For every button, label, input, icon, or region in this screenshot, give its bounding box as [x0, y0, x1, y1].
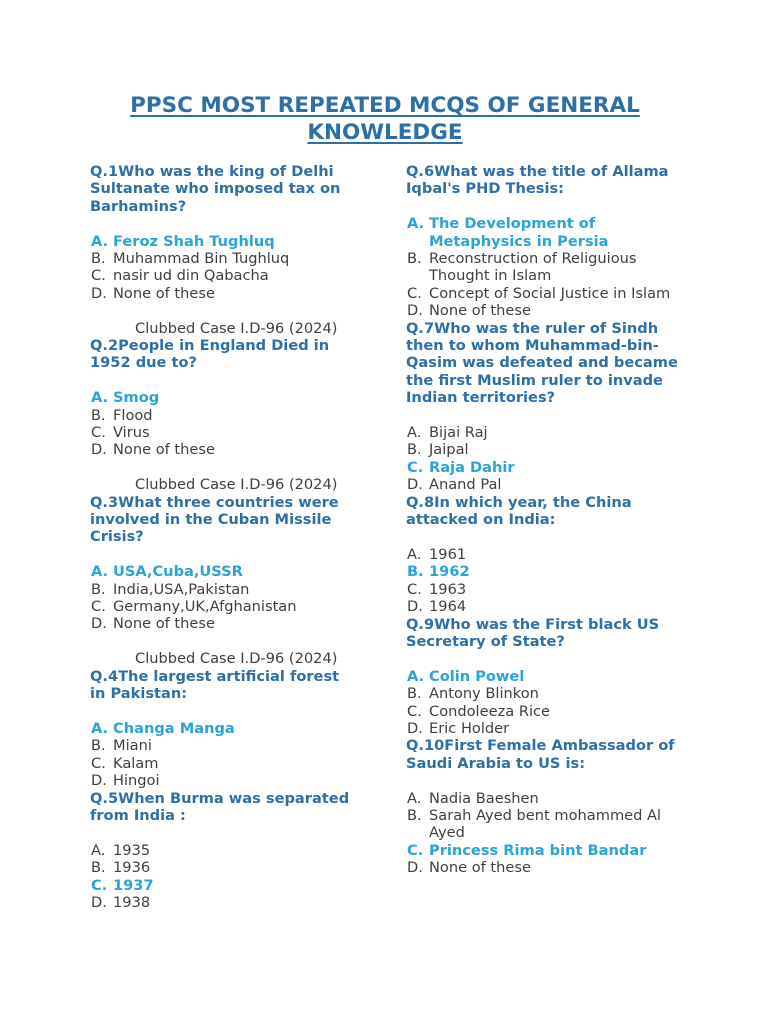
option-letter: C. — [407, 458, 424, 476]
option-item — [90, 615, 350, 632]
correct-option — [406, 668, 681, 685]
question-block — [406, 616, 681, 738]
option-letter: B. — [407, 806, 422, 824]
option-list — [406, 424, 681, 494]
correct-option — [90, 233, 350, 250]
option-text: Virus — [113, 424, 150, 442]
option-letter: C. — [407, 580, 422, 598]
option-letter: D. — [91, 615, 107, 633]
option-list — [90, 389, 350, 459]
option-text: Germany,UK,Afghanistan — [113, 598, 297, 616]
option-text: Smog — [113, 389, 160, 407]
option-letter: A. — [407, 789, 422, 807]
option-item — [90, 598, 350, 615]
option-item — [90, 859, 350, 876]
correct-option — [406, 563, 681, 580]
question-text: Q.7Who was the ruler of Sindh then to whom Muhammad-bin-Qasim was defeated and became the first Muslim ruler to invade Indian territories? — [406, 319, 678, 407]
option-text: None of these — [429, 859, 531, 877]
option-list — [90, 233, 350, 303]
option-text: Changa Manga — [113, 719, 235, 737]
option-text: 1961 — [429, 545, 467, 563]
option-text: 1962 — [429, 563, 470, 581]
option-letter: C. — [407, 841, 424, 859]
option-text: None of these — [429, 302, 531, 320]
option-text: The Development of Metaphysics in Persia — [429, 215, 609, 250]
right-column — [406, 163, 681, 877]
option-text: Nadia Baeshen — [429, 789, 539, 807]
option-letter: D. — [407, 598, 423, 616]
option-text: Feroz Shah Tughluq — [113, 232, 275, 250]
option-item — [406, 424, 681, 441]
option-text: Anand Pal — [429, 476, 502, 494]
question-block — [90, 337, 350, 494]
option-item — [406, 685, 681, 702]
option-item — [406, 546, 681, 563]
question-block — [406, 494, 681, 616]
option-text: Sarah Ayed bent mohammed Al Ayed — [429, 806, 662, 842]
option-text: Flood — [113, 406, 153, 424]
option-list — [406, 790, 681, 877]
option-letter: C. — [91, 876, 108, 894]
option-item — [90, 441, 350, 458]
option-letter: B. — [91, 859, 106, 877]
case-reference: Clubbed Case I.D-96 (2024) — [135, 319, 338, 337]
option-list — [90, 563, 350, 633]
option-item — [406, 250, 681, 285]
option-text: Muhammad Bin Tughluq — [113, 250, 290, 268]
option-item — [406, 476, 681, 493]
option-list — [406, 215, 681, 319]
option-item — [90, 772, 350, 789]
option-text: None of these — [113, 441, 215, 459]
case-reference: Clubbed Case I.D-96 (2024) — [135, 476, 338, 494]
option-letter: D. — [91, 893, 107, 911]
correct-option — [406, 215, 681, 250]
option-text: Antony Blinkon — [429, 685, 539, 703]
option-letter: A. — [407, 545, 422, 563]
question-text: Q.10First Female Ambassador of Saudi Arabia to US is: — [406, 737, 675, 772]
question-text: Q.5When Burma was separated from India : — [90, 789, 350, 824]
option-list — [406, 546, 681, 616]
option-letter: D. — [91, 441, 107, 459]
option-item — [90, 285, 350, 302]
page-title: PPSC MOST REPEATED MCQS OF GENERAL KNOWLEDGE — [130, 93, 640, 145]
option-text: Colin Powel — [429, 667, 525, 685]
question-block — [406, 737, 681, 876]
option-letter: A. — [91, 719, 109, 737]
option-text: 1937 — [113, 876, 154, 894]
option-letter: A. — [407, 424, 422, 442]
case-reference: Clubbed Case I.D-96 (2024) — [135, 650, 338, 668]
option-item — [406, 285, 681, 302]
option-list — [90, 842, 350, 912]
option-item — [406, 703, 681, 720]
option-text: 1963 — [429, 580, 467, 598]
option-text: nasir ud din Qabacha — [113, 267, 269, 285]
question-block — [406, 163, 681, 320]
option-letter: D. — [407, 719, 423, 737]
option-item — [406, 720, 681, 737]
question-text: Q.6What was the title of Allama Iqbal's PHD Thesis: — [406, 163, 669, 198]
option-letter: A. — [91, 841, 106, 859]
question-text: Q.3What three countries were involved in the Cuban Missile Crisis? — [90, 493, 339, 546]
question-block — [90, 668, 350, 790]
option-text: Bijai Raj — [429, 424, 488, 442]
option-text: Eric Holder — [429, 719, 510, 737]
option-text: 1964 — [429, 598, 467, 616]
left-column — [90, 163, 350, 911]
question-block — [90, 163, 350, 337]
option-text: None of these — [113, 615, 215, 633]
option-text: 1938 — [113, 893, 151, 911]
question-text: Q.2People in England Died in 1952 due to? — [90, 337, 330, 372]
correct-option — [90, 877, 350, 894]
option-letter: B. — [91, 406, 106, 424]
option-item — [406, 598, 681, 615]
option-letter: A. — [91, 232, 109, 250]
option-item — [90, 894, 350, 911]
option-item — [90, 424, 350, 441]
option-list — [406, 668, 681, 738]
option-letter: A. — [407, 667, 425, 685]
option-item — [90, 407, 350, 424]
option-item — [406, 302, 681, 319]
option-text: Condoleeza Rice — [429, 702, 551, 720]
option-letter: A. — [91, 563, 109, 581]
option-text: 1935 — [113, 841, 151, 859]
option-item — [90, 737, 350, 754]
option-text: Concept of Social Justice in Islam — [429, 284, 671, 302]
option-letter: C. — [91, 598, 106, 616]
option-letter: A. — [407, 215, 425, 233]
option-text: USA,Cuba,USSR — [113, 563, 243, 581]
option-text: Princess Rima bint Bandar — [429, 841, 647, 859]
option-letter: C. — [407, 702, 422, 720]
question-text: Q.1Who was the king of Delhi Sultanate who imposed tax on Barhamins? — [90, 163, 341, 215]
question-text: Q.9Who was the First black US Secretary of State? — [406, 615, 660, 650]
option-item — [90, 250, 350, 267]
option-item — [406, 790, 681, 807]
option-letter: D. — [91, 284, 107, 302]
option-text: Jaipal — [429, 441, 469, 459]
option-letter: B. — [91, 737, 106, 755]
correct-option — [406, 842, 681, 859]
option-letter: B. — [407, 441, 422, 459]
option-text: 1936 — [113, 859, 151, 877]
question-block — [90, 790, 350, 912]
option-letter: C. — [91, 267, 106, 285]
option-letter: D. — [407, 302, 423, 320]
option-text: Reconstruction of Religuious Thought in Islam — [429, 250, 637, 285]
option-text: Kalam — [113, 754, 159, 772]
option-letter: B. — [407, 563, 424, 581]
option-letter: D. — [407, 859, 423, 877]
option-letter: A. — [91, 389, 109, 407]
option-letter: B. — [91, 250, 106, 268]
option-letter: B. — [91, 580, 106, 598]
option-letter: D. — [407, 476, 423, 494]
option-letter: D. — [91, 772, 107, 790]
correct-option — [90, 389, 350, 406]
option-item — [90, 842, 350, 859]
option-text: Miani — [113, 737, 152, 755]
option-item — [406, 581, 681, 598]
question-block — [90, 494, 350, 668]
option-letter: B. — [407, 685, 422, 703]
option-letter: C. — [407, 284, 422, 302]
option-text: None of these — [113, 284, 215, 302]
question-block — [406, 320, 681, 494]
option-item — [90, 581, 350, 598]
option-item — [90, 755, 350, 772]
correct-option — [406, 459, 681, 476]
option-text: Raja Dahir — [429, 458, 515, 476]
correct-option — [90, 720, 350, 737]
option-item — [406, 807, 681, 842]
option-item — [406, 859, 681, 876]
option-letter: B. — [407, 250, 422, 268]
option-item — [406, 441, 681, 458]
option-text: India,USA,Pakistan — [113, 580, 250, 598]
option-letter: C. — [91, 754, 106, 772]
option-letter: C. — [91, 424, 106, 442]
correct-option — [90, 563, 350, 580]
option-list — [90, 720, 350, 790]
option-item — [90, 267, 350, 284]
option-text: Hingoi — [113, 772, 160, 790]
question-text: Q.8In which year, the China attacked on India: — [406, 493, 632, 529]
question-text: Q.4The largest artificial forest in Pakistan: — [90, 667, 340, 703]
